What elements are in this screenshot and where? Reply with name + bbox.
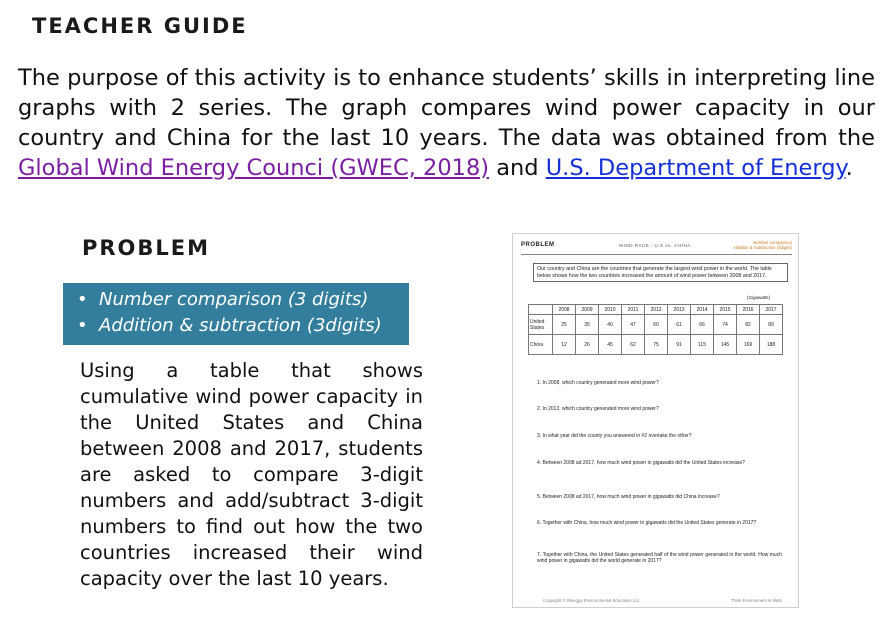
skill-item: • Addition & subtraction (3digits) (99, 313, 409, 339)
year-header: 2015 (714, 305, 737, 315)
worksheet-header (521, 240, 792, 255)
worksheet-skills (733, 240, 792, 250)
table-cell: 62 (622, 335, 645, 355)
problem-description: Using a table that shows cumulative wind power capacity in the United States and China between 2008 and 2017, students are asked to compare 3-digit numbers and add/subtract 3-digit numbers to find out how the two countries increased their wind capacity over the last 10 years. (80, 359, 423, 590)
question-item: 6. Together with China, how much wind power in gigawatts did the United States generate in 2017? (537, 520, 757, 526)
table-cell: 145 (714, 335, 737, 355)
year-header: 2014 (691, 305, 714, 315)
year-header: 2011 (622, 305, 645, 315)
table-row (529, 315, 783, 335)
table-header-row (529, 305, 783, 315)
table-cell: 115 (691, 335, 714, 355)
question-item: 3. In what year did the county you answered in #2 overtake the other? (537, 433, 692, 439)
intro-paragraph (18, 63, 875, 183)
table-cell: 91 (668, 335, 691, 355)
year-header: 2016 (737, 305, 760, 315)
question-item: 1. In 2008, which country generated more wind power? (537, 380, 659, 386)
year-header: 2017 (760, 305, 783, 315)
table-cell: 82 (737, 315, 760, 335)
doe-link[interactable]: U.S. Department of Energy (545, 155, 846, 181)
year-header: 2013 (668, 305, 691, 315)
row-label: China (529, 335, 553, 355)
question-item: 4. Between 2008 ad 2017, how much wind power in gigawatts did the United States increase? (537, 460, 745, 466)
worksheet-skill-2: Addition & Subtraction (3digits) (733, 245, 792, 250)
question-item: 7. Together with China, the United States generated half of the wind power generated in the world. How much wind power in gigawatts did the world generate in 2017? (537, 552, 782, 564)
worksheet-thumbnail (512, 233, 799, 608)
intro-and: and (489, 155, 546, 181)
intro-text: The purpose of this activity is to enhance students’ skills in interpreting line graphs with 2 series. The graph compares wind power capacity in our country and China for the last 10 years. The data was obtained from the (18, 65, 875, 151)
skill-item: • Number comparison (3 digits) (99, 287, 409, 313)
worksheet-copyright: Copyright © Bluegga Environmental Education Ltd. (543, 598, 641, 603)
question-item: 2. In 2013, which country generated more wind power? (537, 406, 659, 412)
year-header: 2009 (576, 305, 599, 315)
year-header: 2012 (645, 305, 668, 315)
table-row (529, 335, 783, 355)
worksheet-units: (Gigawatts) (747, 295, 771, 300)
page-title: TEACHER GUIDE (32, 14, 248, 38)
worksheet-tagline: Think Environment in Math (730, 598, 782, 603)
worksheet-intro: Our country and China are the countries that generate the largest wind power in the world. The table below shows how the two countries increased the amount of wind power between 2008 and 2017. (533, 263, 788, 282)
question-item: 5. Between 2008 ad 2017, how much wind power in gigawatts did China increase? (537, 494, 720, 500)
worksheet-label: PROBLEM (521, 242, 555, 248)
table-corner (529, 305, 553, 315)
table-cell: 12 (553, 335, 576, 355)
worksheet-skill-1: Number comparison (753, 240, 792, 245)
table-cell: 25 (553, 315, 576, 335)
table-cell: 188 (760, 335, 783, 355)
table-cell: 89 (760, 315, 783, 335)
table-cell: 61 (668, 315, 691, 335)
table-cell: 40 (599, 315, 622, 335)
table-cell: 47 (622, 315, 645, 335)
table-cell: 66 (691, 315, 714, 335)
row-label: United States (529, 315, 553, 335)
table-cell: 60 (645, 315, 668, 335)
year-header: 2010 (599, 305, 622, 315)
table-cell: 26 (576, 335, 599, 355)
problem-heading: PROBLEM (82, 236, 211, 260)
table-cell: 35 (576, 315, 599, 335)
worksheet-title: WIND RACE : U.S vs. CHINA (619, 243, 691, 248)
table-cell: 169 (737, 335, 760, 355)
intro-end: . (845, 155, 853, 181)
wind-capacity-table (528, 304, 783, 355)
gwec-link[interactable]: Global Wind Energy Counci (GWEC, 2018) (18, 155, 490, 181)
table-cell: 45 (599, 335, 622, 355)
skills-box (63, 283, 409, 345)
table-cell: 75 (645, 335, 668, 355)
table-cell: 74 (714, 315, 737, 335)
year-header: 2008 (553, 305, 576, 315)
